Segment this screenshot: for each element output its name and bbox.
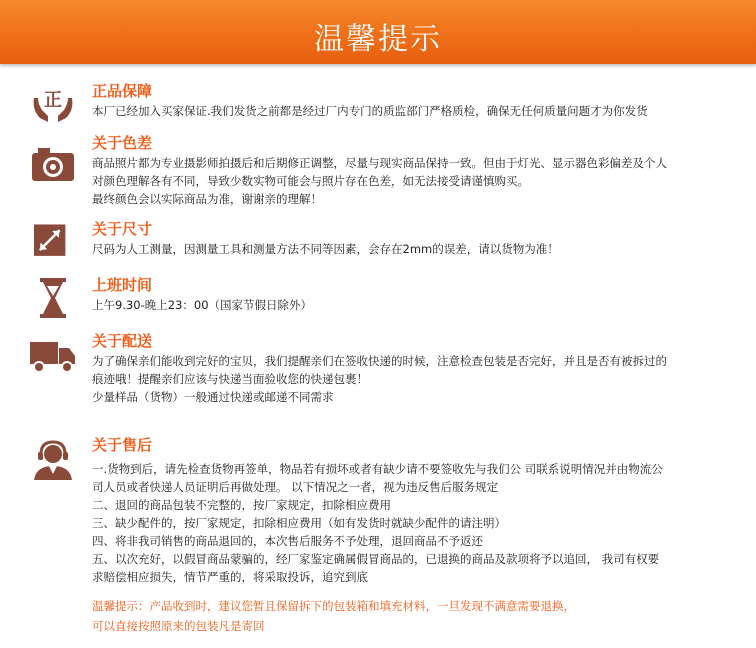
section-heading: 关于售后 (92, 436, 153, 454)
measure-arrow-icon (34, 222, 72, 260)
body-line: 对颜色理解各有不同，导致少数实物可能会与照片存在色差，如无法接受请谨慎购买。 (92, 174, 529, 188)
camera-icon (30, 144, 76, 184)
section-heading: 关于配送 (92, 332, 153, 350)
body-line: 五、以次充好，以假冒商品蒙骗的，经厂家鉴定确属假冒商品的，已退换的商品及款项将予以追回， 我司有权要 (92, 552, 660, 566)
section-body (92, 296, 732, 314)
hourglass-icon (30, 278, 76, 318)
body-line: 一.货物到后，请先检查货物再签单，物品若有损坏或者有缺少请不要签收先与我们公 司联系说明情况并由物流公 (92, 462, 663, 476)
section-working-hours (30, 274, 740, 324)
body-line: 尺码为人工测量，因测量工具和测量方法不同等因素，会存在2mm的误差，请以货物为准！ (92, 242, 559, 256)
body-line: 司人员或者快递人员证明后再做处理。 以下情况之一者，视为违反售后服务规定 (92, 480, 499, 494)
customer-service-icon (30, 438, 76, 482)
section-heading: 关于色差 (92, 134, 153, 152)
footer-line: 可以直接按照原来的包装凡是寄回 (92, 619, 265, 633)
body-line: 少量样品（货物）一般通过快递或邮递不同需求 (92, 390, 334, 404)
section-heading: 关于尺寸 (92, 220, 153, 238)
svg-text:正: 正 (44, 90, 62, 111)
body-line: 上午9.30-晚上23：00（国家节假日除外） (92, 298, 313, 312)
body-line: 求赔偿相应损失，情节严重的，将采取投诉，追究到底 (92, 570, 368, 584)
page-title: 温馨提示 (314, 22, 442, 57)
section-body (92, 352, 732, 406)
truck-icon (30, 336, 76, 376)
section-heading: 正品保障 (92, 82, 153, 100)
body-line: 痕迹哦！提醒亲们应该与快递当面验收您的快递包裹！ (92, 372, 368, 386)
body-line: 本厂已经加入买家保证.我们发货之前都是经过厂内专门的质监部门严格质检，确保无任何质量问题才为你发货 (92, 104, 648, 118)
body-line: 为了确保亲们能收到完好的宝贝，我们提醒亲们在签收快递的时候，注意检查包装是否完好，并且是否有被拆过的 (92, 354, 667, 368)
body-line: 二、退回的商品包装不完整的，按厂家规定，扣除相应费用 (92, 498, 391, 512)
section-after-sales (30, 434, 740, 594)
section-body (92, 154, 732, 208)
body-line: 四、将非我司销售的商品退回的，本次售后服务不予处理，退回商品不予返还 (92, 534, 483, 548)
footer-notice (92, 596, 575, 636)
section-genuine (30, 80, 740, 130)
section-size (30, 218, 740, 268)
section-delivery (30, 330, 740, 410)
section-color-difference (30, 132, 740, 212)
section-body (92, 240, 732, 258)
section-body (92, 102, 732, 120)
section-heading: 上班时间 (92, 276, 153, 294)
hands-zheng-icon (30, 84, 76, 124)
footer-line: 温馨提示：产品收到时，建议您暂且保留拆下的包装箱和填充材料，一旦发现不满意需要退换， (92, 599, 575, 613)
section-body (92, 460, 732, 586)
body-line: 三、缺少配件的，按厂家规定，扣除相应费用（如有发货时就缺少配件的请注明） (92, 516, 506, 530)
body-line: 最终颜色会以实际商品为准，谢谢亲的理解！ (92, 192, 322, 206)
header-banner (0, 0, 756, 64)
body-line: 商品照片都为专业摄影师拍摄后和后期修正调整，尽量与现实商品保持一致。但由于灯光、显示器色彩偏差及个人 (92, 156, 667, 170)
